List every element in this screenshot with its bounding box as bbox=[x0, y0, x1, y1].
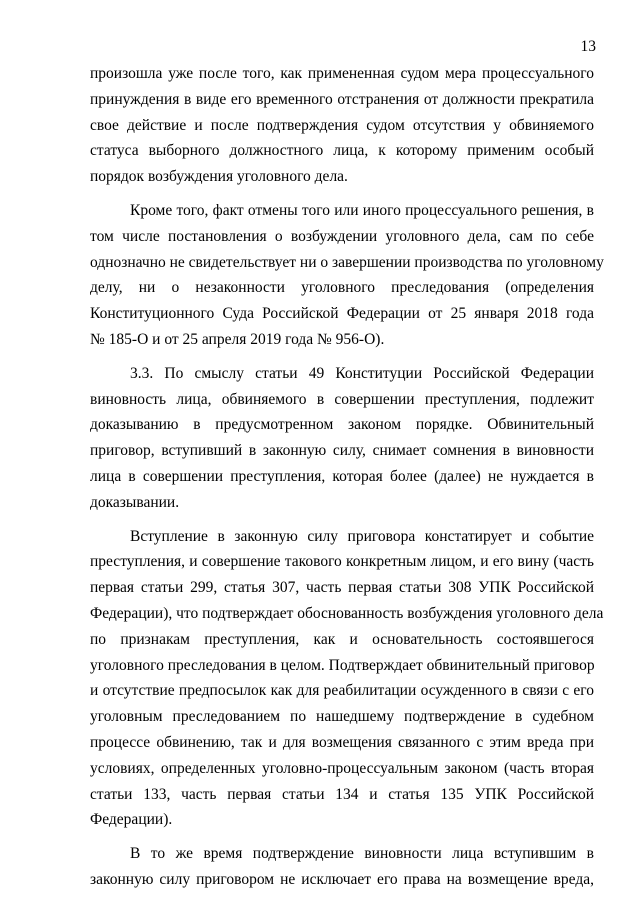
text-line: лица в совершении преступления, которая более (далее) не нуждается в bbox=[90, 467, 594, 485]
text-line: условиях, определенных уголовно-процессуальным законом (часть вторая bbox=[90, 759, 594, 777]
text-line: статьи 133, часть первая статьи 134 и статья 135 УПК Российской bbox=[90, 785, 594, 803]
text-line: уголовным преследованием по нашедшему подтверждение в судебном bbox=[90, 708, 594, 726]
text-line: виновность лица, обвиняемого в совершении преступления, подлежит bbox=[90, 390, 594, 408]
text-line: преступления, и совершение такового конкретным лицом, и его вину (часть bbox=[90, 553, 594, 571]
paragraph bbox=[90, 841, 594, 893]
text-line: процессе обвинению, так и для возмещения связанного с этим вреда при bbox=[90, 733, 594, 751]
text-line: уголовного преследования в целом. Подтверждает обвинительный приговор bbox=[90, 656, 595, 674]
text-line: свое действие и после подтверждения судом отсутствия у обвиняемого bbox=[90, 116, 594, 134]
text-line: Кроме того, факт отмены того или иного процессуального решения, в bbox=[130, 201, 594, 219]
text-line: статуса выборного должностного лица, к которому применим особый bbox=[90, 142, 594, 160]
text-line: Федерации). bbox=[90, 811, 173, 829]
text-line: законную силу приговором не исключает его права на возмещение вреда, bbox=[90, 870, 594, 888]
paragraph bbox=[90, 524, 604, 834]
paragraph bbox=[90, 198, 604, 353]
page-number: 13 bbox=[580, 38, 596, 55]
text-line: Федерации), что подтверждает обоснованность возбуждения уголовного дела bbox=[90, 604, 604, 622]
text-line: В то же время подтверждение виновности лица вступившим в bbox=[130, 845, 594, 863]
text-line: доказыванию в предусмотренном законом порядке. Обвинительный bbox=[90, 416, 594, 434]
text-line: делу, ни о незаконности уголовного преследования (определения bbox=[90, 279, 594, 297]
text-line: принуждения в виде его временного отстранения от должности прекратила bbox=[90, 90, 594, 108]
paragraph bbox=[90, 361, 594, 516]
text-line: приговор, вступивший в законную силу, снимает сомнения в виновности bbox=[90, 442, 594, 460]
text-line: однозначно не свидетельствует ни о завершении производства по уголовному bbox=[90, 253, 604, 271]
text-line: произошла уже после того, как примененная судом мера процессуального bbox=[90, 65, 594, 82]
text-line: 3.3. По смыслу статьи 49 Конституции Российской Федерации bbox=[130, 364, 594, 382]
paragraph bbox=[90, 61, 594, 190]
text-line: первая статьи 299, статья 307, часть первая статьи 308 УПК Российской bbox=[90, 579, 594, 597]
text-line: порядок возбуждения уголовного дела. bbox=[90, 168, 348, 186]
text-line: Вступление в законную силу приговора констатирует и событие bbox=[130, 527, 594, 545]
text-line: по признакам преступления, как и основательность состоявшегося bbox=[90, 630, 594, 648]
text-line: № 185-О и от 25 апреля 2019 года № 956-О). bbox=[90, 330, 385, 348]
text-line: Конституционного Суда Российской Федерации от 25 января 2018 года bbox=[90, 305, 594, 323]
text-line: том числе постановления о возбуждении уголовного дела, сам по себе bbox=[90, 227, 594, 245]
text-line: доказывании. bbox=[90, 493, 180, 511]
text-line: и отсутствие предпосылок как для реабилитации осужденного в связи с его bbox=[90, 682, 594, 700]
document-body bbox=[90, 61, 604, 893]
